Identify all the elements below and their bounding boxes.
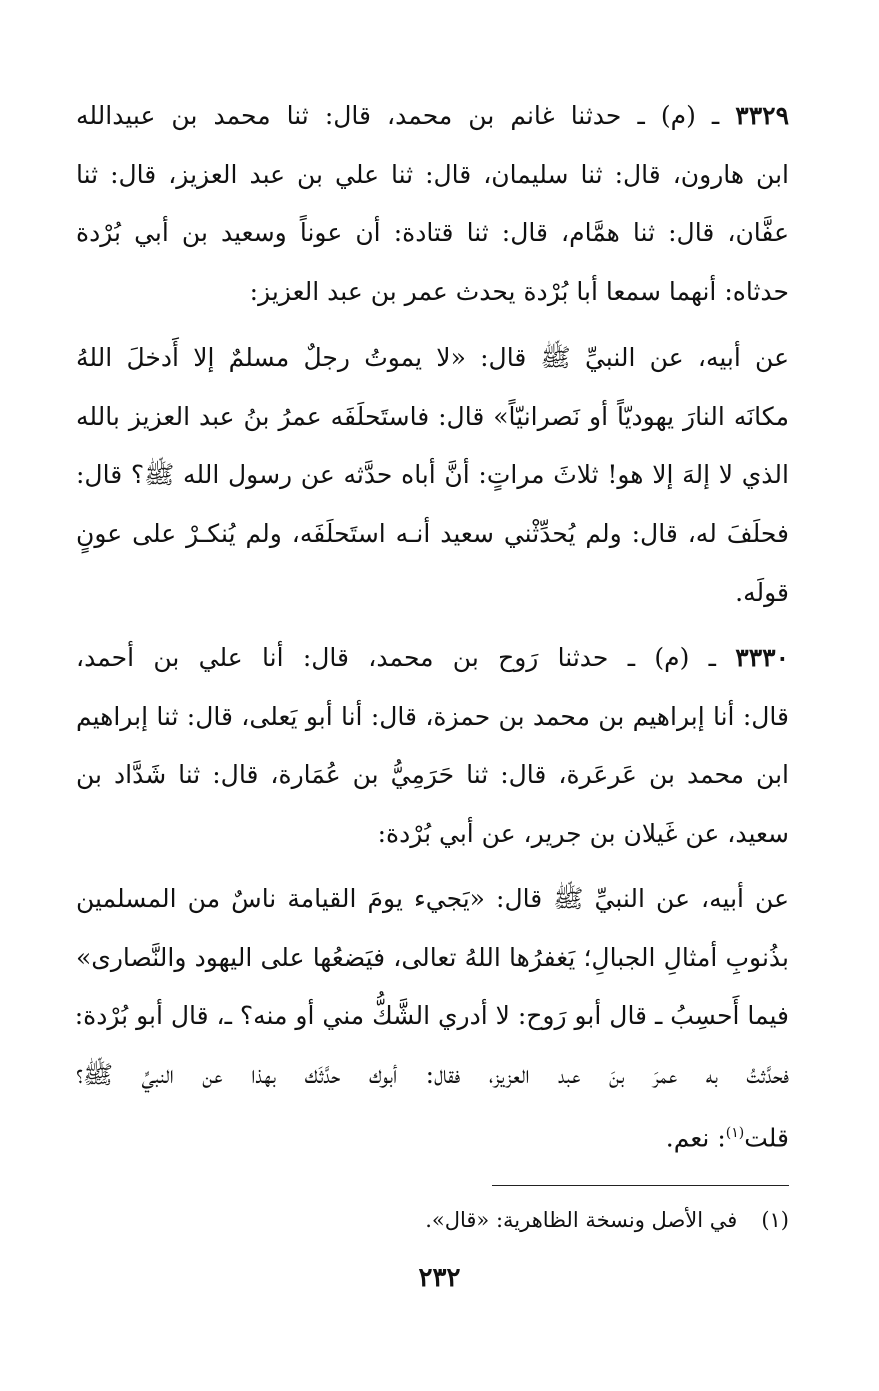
hadith-3329-line-3: عفَّان، قال: ثنا همَّام، قال: ثنا قتادة: أن عوناً وسعيد بن أبي بُرْدة (76, 218, 789, 247)
hadith-3329-line-9: قولَه. (735, 578, 789, 607)
hadith-3330-line-8: فحدَّثتُ به عمرَ بنَ عبد العزيز، فقال: أبوك حدَّثَك بهذا عن النبيِّ ﷺ؟ (76, 1060, 789, 1089)
hadith-3330-line-4: سعيد، عن غَيلان بن جرير، عن أبي بُرْدة: (377, 819, 789, 848)
text-span: : نعم. (665, 1123, 726, 1153)
hadith-3330-line-6: بذُنوبِ أمثالِ الجبالِ؛ يَغفرُها اللهُ تعالى، فيَضعُها على اليهود والنَّصارى» (76, 943, 789, 972)
hadith-3330-line-5: عن أبيه، عن النبيِّ ﷺ قال: «يَجيء يومَ القيامة ناسٌ من المسلمين (76, 884, 789, 913)
hadith-3330-line-9 (76, 1113, 789, 1153)
hadith-3329-line-1 (76, 96, 789, 136)
hadith-3329-line-4: حدثاه: أنهما سمعا أبا بُرْدة يحدث عمر بن عبد العزيز: (249, 277, 789, 306)
page-number: ٢٣٢ (418, 1263, 461, 1293)
hadith-3330-line-3: ابن محمد بن عَرعَرة، قال: ثنا حَرَمِيُّ بن عُمَارة، قال: ثنا شَدَّاد بن (76, 760, 789, 789)
text-span: قلت (744, 1123, 789, 1153)
hadith-number: ٣٣٣٠ (735, 643, 789, 672)
hadith-3330-line-2: قال: أنا إبراهيم بن محمد بن حمزة، قال: أنا أبو يَعلى، قال: ثنا إبراهيم (76, 702, 789, 731)
hadith-3329-line-6: مكانَه النارَ يهوديّاً أو نَصرانيّاً» قال: فاستَحلَفَه عمرُ بنُ عبد العزيز بالله (76, 402, 789, 431)
hadith-3330-line-1 (76, 638, 789, 678)
text-span: ـ (م) ـ حدثنا غانم بن محمد، قال: ثنا محمد بن عبيدالله (76, 101, 736, 130)
footnote-separator (492, 1185, 789, 1186)
hadith-3329-line-5: عن أبيه، عن النبيِّ ﷺ قال: «لا يموتُ رجلٌ مسلمٌ إلا أَدخلَ اللهُ (76, 343, 789, 372)
hadith-3329-line-8: فحلَفَ له، قال: ولم يُحدِّثْني سعيد أنـه استَحلَفَه، ولم يُنكـرْ على عونٍ (76, 519, 789, 548)
hadith-3329-line-7: الذي لا إلهَ إلا هو! ثلاثَ مراتٍ: أنَّ أباه حدَّثه عن رسول الله ﷺ؟ قال: (76, 460, 789, 489)
hadith-3329-line-2: ابن هارون، قال: ثنا سليمان، قال: ثنا علي بن عبد العزيز، قال: ثنا (76, 160, 789, 189)
footnote-reference: (١) (725, 1125, 745, 1141)
footnote-text: في الأصل ونسخة الظاهرية: «قال». (425, 1208, 738, 1232)
footnote (425, 1203, 789, 1237)
hadith-3330-line-7: فيما أَحسِبُ ـ قال أبو رَوح: لا أدري الشَّكُّ مني أو منه؟ ـ، قال أبو بُرْدة: (74, 1001, 789, 1030)
text-span: ـ (م) ـ حدثنا رَوح بن محمد، قال: أنا علي بن أحمد، (76, 643, 736, 672)
footnote-number: (١) (761, 1208, 789, 1232)
hadith-number: ٣٣٢٩ (735, 101, 789, 130)
